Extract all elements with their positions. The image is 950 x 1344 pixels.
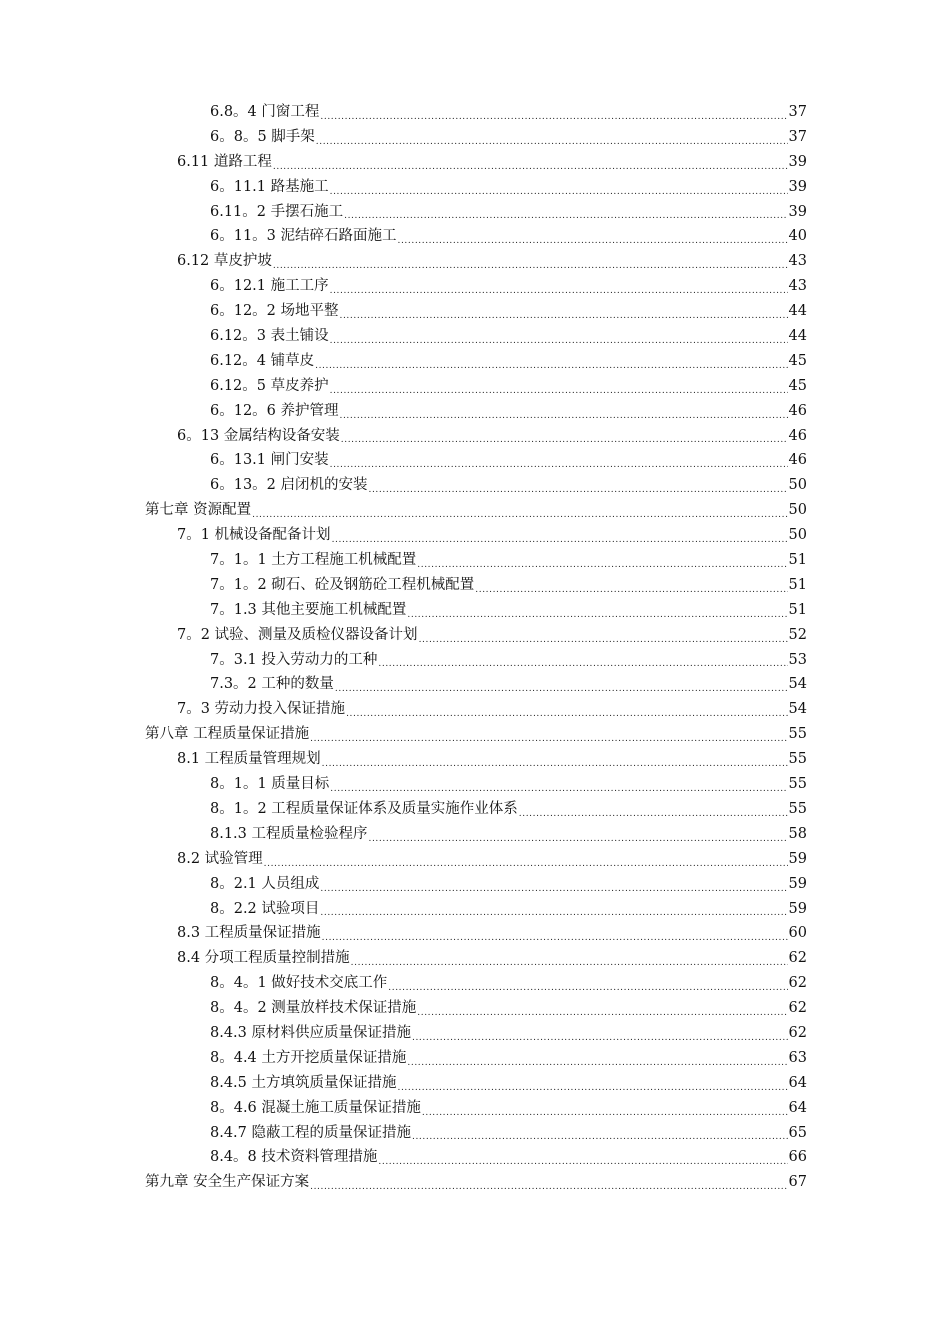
toc-entry-page-number: 46: [788, 452, 807, 469]
toc-entry-title: 6。11.1 路基施工: [210, 178, 329, 195]
toc-dot-leader: [330, 274, 788, 299]
toc-entry-title: 8.2 试验管理: [177, 850, 263, 867]
toc-entry[interactable]: [0, 1096, 807, 1121]
toc-dot-leader: [332, 523, 788, 548]
toc-entry[interactable]: [0, 125, 807, 150]
toc-dot-leader: [330, 772, 787, 797]
toc-entry[interactable]: [0, 224, 807, 249]
toc-entry[interactable]: [0, 324, 807, 349]
toc-entry-page-number: 63: [788, 1049, 807, 1066]
toc-entry-page-number: 45: [788, 352, 807, 369]
toc-entry-page-number: 53: [788, 651, 807, 668]
toc-entry-page-number: 58: [788, 825, 807, 842]
toc-dot-leader: [369, 822, 788, 847]
toc-dot-leader: [398, 1071, 788, 1096]
toc-entry[interactable]: [0, 473, 807, 498]
toc-entry[interactable]: [0, 996, 807, 1021]
toc-entry[interactable]: [0, 946, 807, 971]
toc-entry-title: 7。1 机械设备配备计划: [177, 527, 331, 544]
toc-entry-title: 6.12 草皮护坡: [177, 253, 272, 270]
toc-entry-page-number: 62: [788, 1000, 807, 1017]
toc-entry[interactable]: [0, 747, 807, 772]
toc-entry-title: 8。4.6 混凝土施工质量保证措施: [210, 1099, 421, 1116]
toc-entry-title: 8.4。8 技术资料管理措施: [210, 1149, 378, 1166]
toc-entry-page-number: 54: [788, 701, 807, 718]
toc-entry-page-number: 43: [788, 253, 807, 270]
toc-entry-page-number: 44: [788, 328, 807, 345]
toc-entry-page-number: 64: [788, 1099, 807, 1116]
toc-entry[interactable]: [0, 822, 807, 847]
toc-entry[interactable]: [0, 175, 807, 200]
toc-entry-page-number: 62: [788, 950, 807, 967]
toc-entry-title: 6.12。4 铺草皮: [210, 352, 315, 369]
toc-entry-title: 6.12。3 表土铺设: [210, 328, 329, 345]
toc-entry[interactable]: [0, 797, 807, 822]
toc-entry[interactable]: [0, 598, 807, 623]
toc-entry[interactable]: [0, 498, 807, 523]
toc-entry[interactable]: [0, 249, 807, 274]
toc-entry-title: 8。4。2 测量放样技术保证措施: [210, 1000, 417, 1017]
toc-entry-title: 6。12.1 施工工序: [210, 278, 329, 295]
toc-entry-title: 6.11 道路工程: [177, 153, 272, 170]
toc-entry-page-number: 52: [788, 626, 807, 643]
toc-dot-leader: [315, 349, 787, 374]
toc-entry-title: 6。11。3 泥结碎石路面施工: [210, 228, 397, 245]
toc-entry-page-number: 50: [788, 502, 807, 519]
toc-entry-page-number: 37: [788, 128, 807, 145]
toc-entry-title: 6。13 金属结构设备安装: [177, 427, 340, 444]
toc-entry[interactable]: [0, 424, 807, 449]
toc-dot-leader: [419, 623, 788, 648]
toc-entry-page-number: 37: [788, 104, 807, 120]
toc-dot-leader: [335, 672, 788, 697]
toc-entry-page-number: 59: [788, 850, 807, 867]
toc-entry-page-number: 55: [788, 751, 807, 768]
toc-entry[interactable]: [0, 697, 807, 722]
toc-entry-title: 8。4.4 土方开挖质量保证措施: [210, 1049, 407, 1066]
toc-dot-leader: [322, 747, 788, 772]
toc-dot-leader: [273, 249, 788, 274]
toc-entry-title: 第九章 安全生产保证方案: [145, 1174, 310, 1191]
toc-entry-page-number: 62: [788, 975, 807, 992]
toc-entry-page-number: 55: [788, 726, 807, 743]
toc-entry[interactable]: [0, 349, 807, 374]
toc-entry-title: 6。12。2 场地平整: [210, 303, 339, 320]
toc-entry-page-number: 46: [788, 402, 807, 419]
toc-entry-title: 7。1。2 砌石、砼及钢筋砼工程机械配置: [210, 576, 475, 593]
toc-dot-leader: [378, 1145, 787, 1170]
toc-entry[interactable]: [0, 847, 807, 872]
toc-dot-leader: [407, 1046, 787, 1071]
toc-entry-title: 8。1。1 质量目标: [210, 776, 330, 793]
toc-entry[interactable]: [0, 971, 807, 996]
toc-entry-title: 7。3.1 投入劳动力的工种: [210, 651, 378, 668]
toc-entry-title: 8.4.7 隐蔽工程的质量保证措施: [210, 1124, 412, 1141]
toc-entry-page-number: 44: [788, 303, 807, 320]
toc-entry[interactable]: [0, 274, 807, 299]
toc-entry[interactable]: [0, 648, 807, 673]
toc-entry-title: 7。2 试验、测量及质检仪器设备计划: [177, 626, 418, 643]
toc-entry[interactable]: [0, 1021, 807, 1046]
toc-dot-leader: [330, 324, 788, 349]
toc-entry[interactable]: [0, 100, 807, 125]
toc-dot-leader: [320, 897, 787, 922]
toc-entry-title: 6。13。2 启闭机的安装: [210, 477, 368, 494]
toc-dot-leader: [316, 125, 788, 150]
toc-entry-title: 6。8。5 脚手架: [210, 128, 315, 145]
toc-entry-page-number: 55: [788, 776, 807, 793]
toc-entry[interactable]: [0, 623, 807, 648]
toc-entry-title: 8.4.5 土方填筑质量保证措施: [210, 1074, 397, 1091]
toc-entry-title: 8.4.3 原材料供应质量保证措施: [210, 1024, 412, 1041]
toc-dot-leader: [412, 1121, 788, 1146]
toc-entry-page-number: 67: [788, 1174, 807, 1191]
toc-entry-page-number: 51: [788, 601, 807, 618]
toc-entry[interactable]: [0, 1046, 807, 1071]
toc-entry-page-number: 39: [788, 178, 807, 195]
toc-entry-page-number: 45: [788, 377, 807, 394]
toc-entry[interactable]: [0, 1170, 807, 1195]
toc-entry-page-number: 40: [788, 228, 807, 245]
toc-entry-title: 8.4 分项工程质量控制措施: [177, 950, 350, 967]
toc-entry-title: 6.8。4 门窗工程: [210, 104, 320, 120]
toc-entry-title: 6。13.1 闸门安装: [210, 452, 329, 469]
toc-entry-title: 8。2.2 试验项目: [210, 900, 320, 917]
toc-entry[interactable]: [0, 548, 807, 573]
toc-entry-title: 6.11。2 手摆石施工: [210, 203, 344, 220]
toc-entry-title: 8。4。1 做好技术交底工作: [210, 975, 388, 992]
toc-entry-title: 7。3 劳动力投入保证措施: [177, 701, 346, 718]
toc-dot-leader: [310, 722, 787, 747]
toc-dot-leader: [407, 598, 787, 623]
toc-entry[interactable]: [0, 399, 807, 424]
toc-dot-leader: [346, 697, 787, 722]
toc-entry-title: 8。1。2 工程质量保证体系及质量实施作业体系: [210, 800, 518, 817]
toc-entry[interactable]: [0, 200, 807, 225]
table-of-contents: [0, 100, 950, 1195]
toc-entry-page-number: 62: [788, 1024, 807, 1041]
toc-entry-page-number: 39: [788, 153, 807, 170]
toc-entry[interactable]: [0, 897, 807, 922]
toc-entry-page-number: 66: [788, 1149, 807, 1166]
toc-dot-leader: [378, 648, 787, 673]
toc-dot-leader: [344, 200, 787, 225]
toc-entry-title: 7。1.3 其他主要施工机械配置: [210, 601, 407, 618]
toc-entry-title: 8.1 工程质量管理规划: [177, 751, 321, 768]
toc-dot-leader: [320, 100, 787, 125]
toc-entry-page-number: 39: [788, 203, 807, 220]
toc-entry-page-number: 65: [788, 1124, 807, 1141]
toc-entry-title: 7.3。2 工种的数量: [210, 676, 334, 693]
toc-dot-leader: [341, 424, 788, 449]
toc-dot-leader: [340, 299, 788, 324]
toc-entry-page-number: 64: [788, 1074, 807, 1091]
toc-dot-leader: [322, 921, 788, 946]
toc-dot-leader: [412, 1021, 788, 1046]
toc-entry[interactable]: [0, 872, 807, 897]
toc-entry[interactable]: [0, 573, 807, 598]
toc-entry[interactable]: [0, 1071, 807, 1096]
toc-entry-title: 8.1.3 工程质量检验程序: [210, 825, 368, 842]
toc-entry[interactable]: [0, 1121, 807, 1146]
toc-dot-leader: [475, 573, 787, 598]
toc-entry[interactable]: [0, 921, 807, 946]
toc-dot-leader: [388, 971, 787, 996]
toc-dot-leader: [330, 374, 788, 399]
toc-entry[interactable]: [0, 672, 807, 697]
toc-entry-page-number: 59: [788, 900, 807, 917]
toc-entry[interactable]: [0, 1145, 807, 1170]
toc-dot-leader: [310, 1170, 787, 1195]
toc-dot-leader: [417, 548, 787, 573]
toc-dot-leader: [330, 448, 788, 473]
toc-dot-leader: [398, 224, 788, 249]
toc-entry[interactable]: [0, 299, 807, 324]
toc-dot-leader: [369, 473, 788, 498]
toc-dot-leader: [351, 946, 788, 971]
toc-entry[interactable]: [0, 150, 807, 175]
toc-entry-title: 第七章 资源配置: [145, 502, 252, 519]
toc-dot-leader: [417, 996, 787, 1021]
toc-entry-page-number: 43: [788, 278, 807, 295]
toc-entry-page-number: 51: [788, 552, 807, 569]
toc-dot-leader: [320, 872, 787, 897]
toc-dot-leader: [422, 1096, 788, 1121]
toc-entry-page-number: 55: [788, 800, 807, 817]
toc-dot-leader: [264, 847, 788, 872]
toc-entry-title: 8.3 工程质量保证措施: [177, 925, 321, 942]
toc-entry-page-number: 60: [788, 925, 807, 942]
toc-entry-title: 6。12。6 养护管理: [210, 402, 339, 419]
toc-entry[interactable]: [0, 374, 807, 399]
toc-dot-leader: [340, 399, 788, 424]
toc-entry-page-number: 50: [788, 527, 807, 544]
toc-entry-page-number: 46: [788, 427, 807, 444]
toc-entry-page-number: 50: [788, 477, 807, 494]
toc-entry-page-number: 51: [788, 576, 807, 593]
toc-entry-title: 6.12。5 草皮养护: [210, 377, 329, 394]
toc-entry[interactable]: [0, 772, 807, 797]
toc-dot-leader: [330, 175, 788, 200]
toc-dot-leader: [273, 150, 788, 175]
toc-entry[interactable]: [0, 523, 807, 548]
toc-dot-leader: [519, 797, 788, 822]
toc-entry[interactable]: [0, 722, 807, 747]
toc-entry[interactable]: [0, 448, 807, 473]
toc-entry-title: 第八章 工程质量保证措施: [145, 726, 310, 743]
toc-entry-title: 8。2.1 人员组成: [210, 875, 320, 892]
toc-entry-title: 7。1。1 土方工程施工机械配置: [210, 552, 417, 569]
toc-dot-leader: [252, 498, 787, 523]
toc-entry-page-number: 54: [788, 676, 807, 693]
toc-entry-page-number: 59: [788, 875, 807, 892]
